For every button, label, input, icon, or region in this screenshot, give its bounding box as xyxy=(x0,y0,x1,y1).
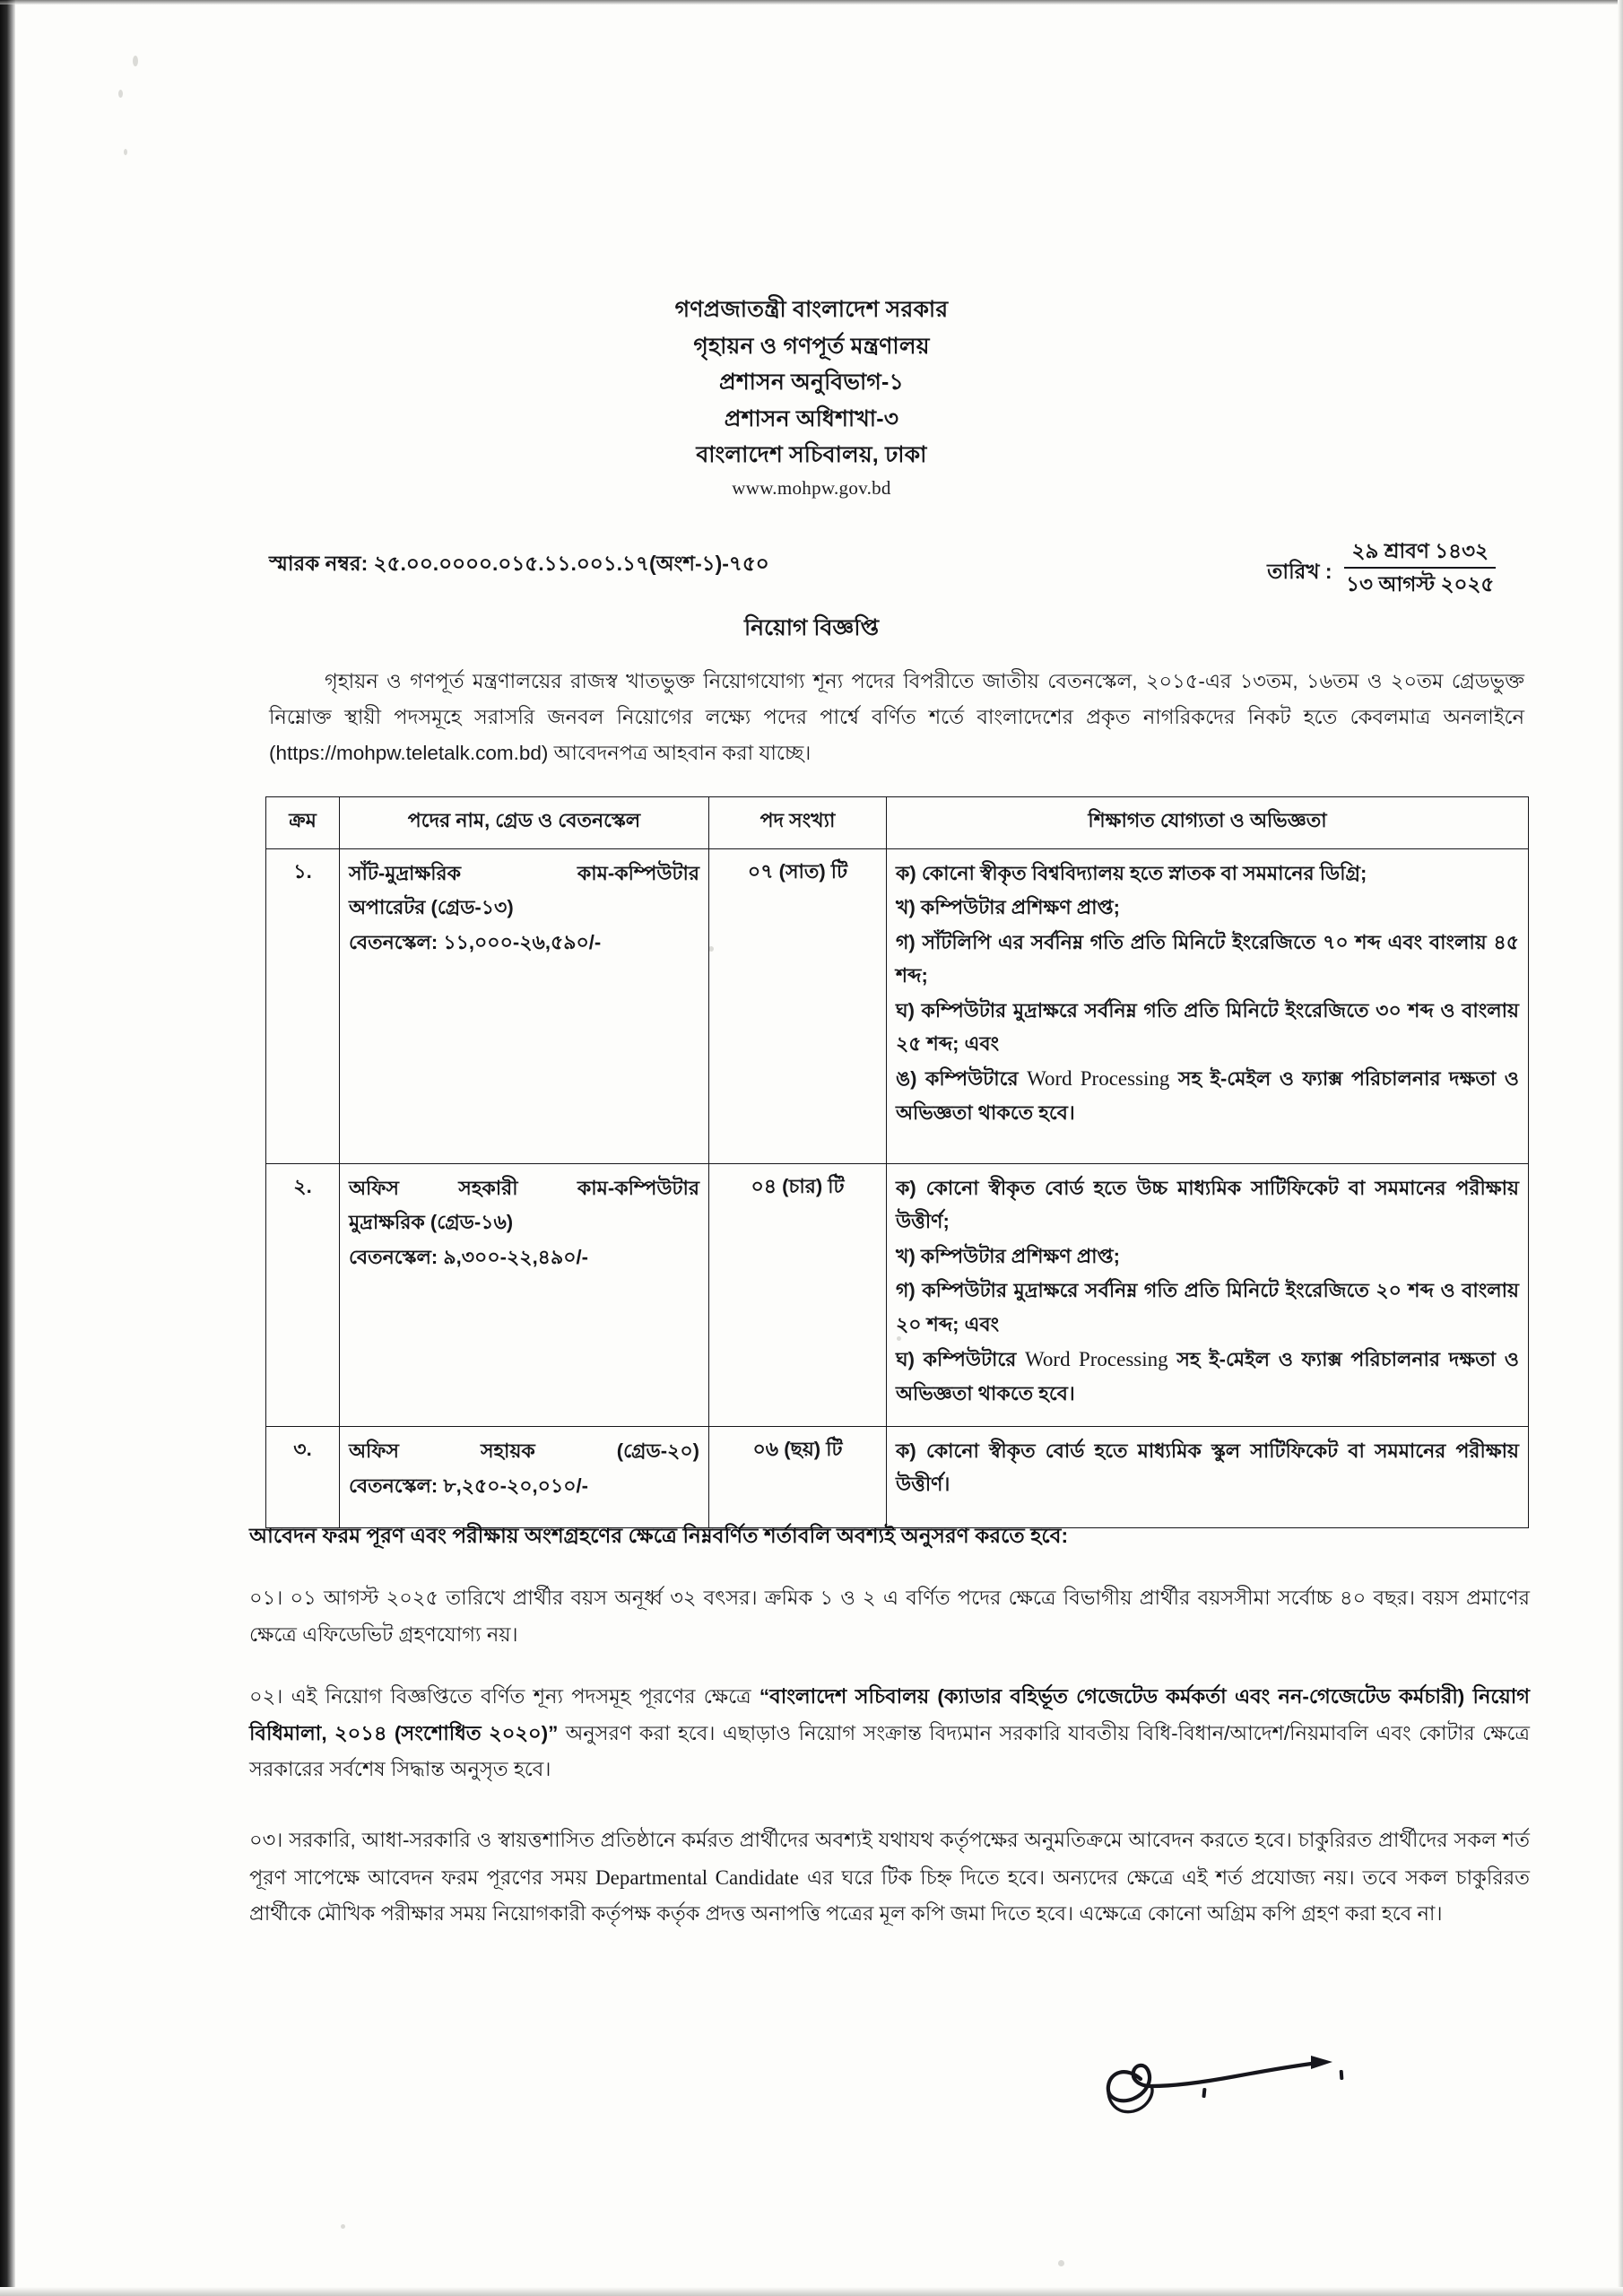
column-header-vacancy-count: পদ সংখ্যা xyxy=(709,797,887,849)
date-values xyxy=(1344,538,1496,597)
condition-2-suffix: অনুসরণ করা হবে। এছাড়াও নিয়োগ সংক্রান্ত বিদ্যমান সরকারি যাবতীয় বিধি-বিধান/আদেশ/নিয়মাবলি এবং কোটার ক্ষেত্রে সরকারের সর্বশেষ সিদ্ধান্ত অনুসৃত হবে। xyxy=(249,1721,1531,1780)
cell-vacancy-count: ০৭ (সাত) টি xyxy=(709,849,887,1164)
cell-serial: ১. xyxy=(266,849,340,1164)
table-row xyxy=(266,1427,1529,1528)
vacancy-table-wrapper xyxy=(265,796,1528,1528)
table-header-row xyxy=(266,797,1529,849)
qualification-item xyxy=(896,1061,1519,1129)
qualification-suffix: সহ ই-মেইল ও ফ্যাক্স পরিচালনার দক্ষতা ও অভিজ্ঞতা থাকতে হবে। xyxy=(896,1347,1519,1405)
cell-post-details xyxy=(340,849,709,1164)
post-grade: অপারেটর (গ্রেড-১৩) xyxy=(349,895,514,918)
memo-number: স্মারক নম্বর: ২৫.০০.০০০০.০১৫.১১.০০১.১৭(অংশ-১)-৭৫০ xyxy=(269,552,769,575)
qualification-suffix: সহ ই-মেইল ও ফ্যাক্স পরিচালনার দক্ষতা ও অভিজ্ঞতা থাকতে হবে। xyxy=(896,1067,1519,1125)
qualification-item: ক) কোনো স্বীকৃত বোর্ড হতে উচ্চ মাধ্যমিক সাটিফিকেট বা সমমানের পরীক্ষায় উত্তীর্ণ; xyxy=(896,1177,1519,1233)
cell-post-details xyxy=(340,1164,709,1427)
qualification-prefix: ঙ) কম্পিউটারে xyxy=(896,1067,1028,1091)
date-gregorian: ১৩ আগস্ট ২০২৫ xyxy=(1346,571,1495,596)
letterhead xyxy=(0,291,1623,500)
page-title: নিয়োগ বিজ্ঞপ্তি xyxy=(743,615,880,640)
column-header-serial: ক্রম xyxy=(266,797,340,849)
condition-3-prefix: ০৩। সরকারি, আধা-সরকারি ও স্বায়ত্তশাসিত প্রতিষ্ঠানে কর্মরত প্রার্থীদের অবশ্যই যথাযথ কর্তৃপক্ষের অনুমতিক্রমে আবেদন করতে হবে। চাকুরিরত প্রার্থীদের সকল শর্ত পূরণ সাপেক্ষে আবেদন ফরম পূরণের সময় xyxy=(249,1829,1530,1889)
condition-paragraph-3 xyxy=(249,1822,1530,1933)
post-pay-scale: বেতনস্কেল: ৮,২৫০-২০,০১০/- xyxy=(349,1474,588,1497)
signature xyxy=(1085,2047,1390,2154)
post-pay-scale: বেতনস্কেল: ৯,৩০০-২২,৪৯০/- xyxy=(349,1245,588,1268)
qualification-item: খ) কম্পিউটার প্রশিক্ষণ প্রাপ্ত; xyxy=(896,1244,1120,1267)
intro-paragraph: গৃহায়ন ও গণপূর্ত মন্ত্রণালয়ের রাজস্ব খাতভুক্ত নিয়োগযোগ্য শূন্য পদের বিপরীতে জাতীয় বেতনস্কেল, ২০১৫-এর ১৩তম, ১৬তম ও ২০তম গ্রেডভুক্ত নিম্নোক্ত স্থায়ী পদসমূহে সরাসরি জনবল নিয়োগের লক্ষ্যে পদের পার্শ্বে বর্ণিত শর্তে বাংলাদেশের প্রকৃত নাগরিকদের নিকট হতে কেবলমাত্র অনলাইনে (https://mohpw.teletalk.com.bd) আবেদনপত্র আহবান করা যাচ্ছে। xyxy=(269,670,1524,765)
letterhead-website: www.mohpw.gov.bd xyxy=(732,476,891,499)
signature-stroke xyxy=(1085,2047,1390,2154)
qualification-item: গ) সাঁটলিপি এর সর্বনিম্ন গতি প্রতি মিনিটে ইংরেজিতে ৭০ শব্দ এবং বাংলায় ৪৫ শব্দ; xyxy=(896,930,1519,987)
cell-vacancy-count: ০৪ (চার) টি xyxy=(709,1164,887,1427)
cell-serial: ২. xyxy=(266,1164,340,1427)
cell-qualifications xyxy=(887,849,1529,1164)
condition-3-suffix: এর ঘরে টিক চিহ্ন দিতে হবে। অন্যদের ক্ষেত্রে এই শর্ত প্রযোজ্য নয়। তবে সকল চাকুরিরত প্রার্থীকে মৌখিক পরীক্ষার সময় নিয়োগকারী কর্তৃপক্ষ কর্তৃক প্রদত্ত অনাপত্তি পত্রের মূল কপি জমা দিতে হবে। এক্ষেত্রে কোনো অগ্রিম কপি গ্রহণ করা হবে না। xyxy=(249,1866,1530,1925)
qualification-item: ঘ) কম্পিউটার মুদ্রাক্ষরে সর্বনিম্ন গতি প্রতি মিনিটে ইংরেজিতে ৩০ শব্দ ও বাংলায় ২৫ শব্দ; এবং xyxy=(896,998,1519,1055)
cell-qualifications xyxy=(887,1427,1529,1528)
letterhead-line-ministry: গৃহায়ন ও গণপূর্ত মন্ত্রণালয় xyxy=(693,333,930,359)
condition-paragraph-1: ০১। ০১ আগস্ট ২০২৫ তারিখে প্রার্থীর বয়স অনূর্ধ্ব ৩২ বৎসর। ক্রমিক ১ ও ২ এ বর্ণিত পদের ক্ষেত্রে বিভাগীয় প্রার্থীর বয়সসীমা সর্বোচ্চ ৪০ বছর। বয়স প্রমাণের ক্ষেত্রে এফিডেভিট গ্রহণযোগ্য নয়। xyxy=(249,1587,1530,1646)
post-name: অফিস সহায়ক (গ্রেড-২০) xyxy=(349,1439,699,1462)
conditions-heading: আবেদন ফরম পূরণ এবং পরীক্ষায় অংশগ্রহণের ক্ষেত্রে নিম্নবর্ণিত শর্তাবলি অবশ্যই অনুসরণ করতে হবে: xyxy=(249,1524,1069,1547)
condition-paragraph-2 xyxy=(249,1679,1530,1788)
condition-2-recruitment-rules-title: “বাংলাদেশ সচিবালয় (ক্যাডার বহির্ভূত গেজেটেড কর্মকর্তা এবং নন-গেজেটেড কর্মচারী) নিয়োগ বিধিমালা, ২০১৪ (সংশোধিত ২০২০)” xyxy=(249,1685,1530,1744)
condition-2-prefix: ০২। এই নিয়োগ বিজ্ঞপ্তিতে বর্ণিত শূন্য পদসমূহ পূরণের ক্ষেত্রে xyxy=(249,1685,759,1708)
column-header-post-name: পদের নাম, গ্রেড ও বেতনস্কেল xyxy=(340,797,709,849)
qualification-item: খ) কম্পিউটার প্রশিক্ষণ প্রাপ্ত; xyxy=(896,896,1120,919)
post-name: অফিস সহকারী কাম-কম্পিউটার xyxy=(349,1177,699,1199)
date-bangla-calendar: ২৯ শ্রাবণ ১৪৩২ xyxy=(1344,538,1496,569)
qualification-latin-term: Word Processing xyxy=(1027,1067,1170,1091)
vacancy-table xyxy=(265,796,1529,1528)
cell-vacancy-count: ০৬ (ছয়) টি xyxy=(709,1427,887,1528)
letterhead-line-government: গণপ্রজাতন্ত্রী বাংলাদেশ সরকার xyxy=(674,297,949,322)
cell-post-details xyxy=(340,1427,709,1528)
qualification-item xyxy=(896,1342,1519,1410)
qualification-item: ক) কোনো স্বীকৃত বোর্ড হতে মাধ্যমিক স্কুল সাটিফিকেট বা সমমানের পরীক্ষায় উত্তীর্ণ। xyxy=(896,1439,1519,1496)
cell-serial: ৩. xyxy=(266,1427,340,1528)
qualification-item: ক) কোনো স্বীকৃত বিশ্ববিদ্যালয় হতে স্নাতক বা সমমানের ডিগ্রি; xyxy=(896,862,1367,884)
date-label: তারিখ : xyxy=(1267,560,1332,584)
letterhead-line-address: বাংলাদেশ সচিবালয়, ঢাকা xyxy=(696,442,927,467)
date-block xyxy=(1267,538,1551,597)
cell-qualifications xyxy=(887,1164,1529,1427)
post-grade: মুদ্রাক্ষরিক (গ্রেড-১৬) xyxy=(349,1210,514,1233)
post-pay-scale: বেতনস্কেল: ১১,০০০-২৬,৫৯০/- xyxy=(349,930,602,953)
condition-3-latin-term: Departmental Candidate xyxy=(595,1866,799,1889)
memo-and-date-row xyxy=(269,538,1551,597)
qualification-prefix: ঘ) কম্পিউটারে xyxy=(896,1347,1026,1370)
letterhead-line-branch: প্রশাসন অধিশাখা-৩ xyxy=(724,405,899,431)
column-header-qualification: শিক্ষাগত যোগ্যতা ও অভিজ্ঞতা xyxy=(887,797,1529,849)
letterhead-line-wing: প্রশাসন অনুবিভাগ-১ xyxy=(719,370,904,395)
qualification-latin-term: Word Processing xyxy=(1025,1347,1168,1370)
qualification-item: গ) কম্পিউটার মুদ্রাক্ষরে সর্বনিম্ন গতি প্রতি মিনিটে ইংরেজিতে ২০ শব্দ ও বাংলায় ২০ শব্দ; এবং xyxy=(896,1279,1519,1335)
table-row xyxy=(266,849,1529,1164)
post-name: সাঁট-মুদ্রাক্ষরিক কাম-কম্পিউটার xyxy=(349,862,699,884)
table-row xyxy=(266,1164,1529,1427)
